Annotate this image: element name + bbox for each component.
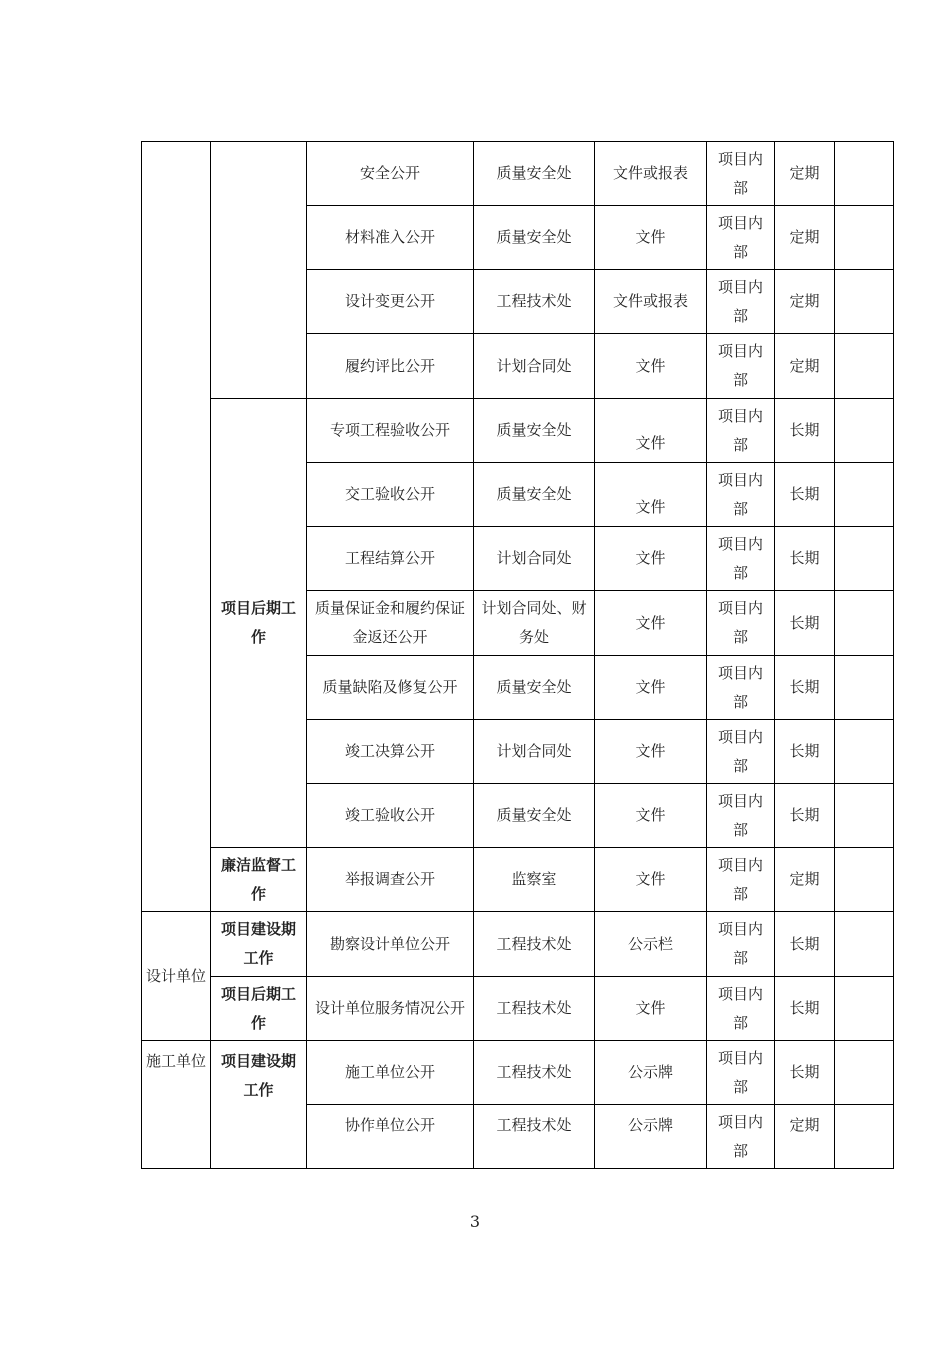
- scope-cell: 项目内部: [707, 1041, 775, 1105]
- period-cell: 长期: [775, 912, 835, 977]
- item-cell: 交工验收公开: [307, 463, 474, 527]
- table-row: [142, 848, 894, 912]
- unit-label-design: 设计单位: [142, 912, 211, 1041]
- dept-cell: 计划合同处: [474, 334, 595, 399]
- note-cell: [835, 848, 894, 912]
- group-label-construction-build: 项目建设期工作: [211, 1041, 307, 1169]
- item-cell: 材料准入公开: [307, 206, 474, 270]
- scope-cell: 项目内部: [707, 463, 775, 527]
- dept-cell: 质量安全处: [474, 463, 595, 527]
- dept-cell: 工程技术处: [474, 270, 595, 334]
- form-cell: 公示牌: [595, 1041, 707, 1105]
- dept-cell: 工程技术处: [474, 1105, 595, 1169]
- period-cell: 长期: [775, 463, 835, 527]
- form-cell: 文件: [595, 656, 707, 720]
- dept-cell: 工程技术处: [474, 977, 595, 1041]
- dept-cell: 质量安全处: [474, 399, 595, 463]
- scope-cell: 项目内部: [707, 912, 775, 977]
- period-cell: 定期: [775, 142, 835, 206]
- form-cell: 文件: [595, 784, 707, 848]
- scope-cell: 项目内部: [707, 270, 775, 334]
- group-label-design-post: 项目后期工作: [211, 977, 307, 1041]
- item-cell: 安全公开: [307, 142, 474, 206]
- note-cell: [835, 1041, 894, 1105]
- scope-cell: 项目内部: [707, 720, 775, 784]
- note-cell: [835, 206, 894, 270]
- dept-cell: 工程技术处: [474, 1041, 595, 1105]
- item-cell: 专项工程验收公开: [307, 399, 474, 463]
- note-cell: [835, 142, 894, 206]
- note-cell: [835, 720, 894, 784]
- form-cell: 文件: [595, 527, 707, 591]
- form-cell: 文件或报表: [595, 142, 707, 206]
- note-cell: [835, 334, 894, 399]
- dept-cell: 质量安全处: [474, 784, 595, 848]
- note-cell: [835, 591, 894, 656]
- scope-cell: 项目内部: [707, 1105, 775, 1169]
- unit-cell-owner: [142, 142, 211, 912]
- scope-cell: 项目内部: [707, 656, 775, 720]
- form-cell: 公示栏: [595, 912, 707, 977]
- note-cell: [835, 977, 894, 1041]
- note-cell: [835, 399, 894, 463]
- note-cell: [835, 463, 894, 527]
- item-cell: 协作单位公开: [307, 1105, 474, 1169]
- dept-cell: 质量安全处: [474, 142, 595, 206]
- group-cell-build: [211, 142, 307, 399]
- form-cell: 文件或报表: [595, 270, 707, 334]
- form-cell: 公示牌: [595, 1105, 707, 1169]
- item-cell: 质量保证金和履约保证金返还公开: [307, 591, 474, 656]
- disclosure-table: [141, 141, 894, 1169]
- period-cell: 长期: [775, 1041, 835, 1105]
- period-cell: 定期: [775, 334, 835, 399]
- scope-cell: 项目内部: [707, 206, 775, 270]
- period-cell: 长期: [775, 591, 835, 656]
- table-row: [142, 912, 894, 977]
- note-cell: [835, 1105, 894, 1169]
- period-cell: 定期: [775, 270, 835, 334]
- period-cell: 长期: [775, 656, 835, 720]
- page-number: 3: [469, 1212, 481, 1231]
- item-cell: 举报调查公开: [307, 848, 474, 912]
- dept-cell: 计划合同处、财务处: [474, 591, 595, 656]
- scope-cell: 项目内部: [707, 848, 775, 912]
- item-cell: 勘察设计单位公开: [307, 912, 474, 977]
- scope-cell: 项目内部: [707, 527, 775, 591]
- note-cell: [835, 656, 894, 720]
- period-cell: 长期: [775, 784, 835, 848]
- item-cell: 设计单位服务情况公开: [307, 977, 474, 1041]
- form-cell: 文件: [595, 206, 707, 270]
- period-cell: 长期: [775, 399, 835, 463]
- table-row: [142, 977, 894, 1041]
- group-label-integrity: 廉洁监督工作: [211, 848, 307, 912]
- form-cell: 文件: [595, 720, 707, 784]
- dept-cell: 监察室: [474, 848, 595, 912]
- table-row: [142, 1041, 894, 1105]
- scope-cell: 项目内部: [707, 142, 775, 206]
- form-cell: 文件: [595, 334, 707, 399]
- dept-cell: 计划合同处: [474, 720, 595, 784]
- item-cell: 施工单位公开: [307, 1041, 474, 1105]
- period-cell: 定期: [775, 848, 835, 912]
- scope-cell: 项目内部: [707, 977, 775, 1041]
- form-cell: 文件: [595, 463, 707, 527]
- period-cell: 长期: [775, 527, 835, 591]
- scope-cell: 项目内部: [707, 334, 775, 399]
- period-cell: 定期: [775, 1105, 835, 1169]
- period-cell: 定期: [775, 206, 835, 270]
- dept-cell: 质量安全处: [474, 656, 595, 720]
- period-cell: 长期: [775, 977, 835, 1041]
- item-cell: 竣工验收公开: [307, 784, 474, 848]
- note-cell: [835, 784, 894, 848]
- unit-label-construction: 施工单位: [142, 1041, 211, 1169]
- dept-cell: 质量安全处: [474, 206, 595, 270]
- item-cell: 设计变更公开: [307, 270, 474, 334]
- note-cell: [835, 912, 894, 977]
- period-cell: 长期: [775, 720, 835, 784]
- note-cell: [835, 527, 894, 591]
- scope-cell: 项目内部: [707, 399, 775, 463]
- group-label-design-build: 项目建设期工作: [211, 912, 307, 977]
- dept-cell: 工程技术处: [474, 912, 595, 977]
- scope-cell: 项目内部: [707, 591, 775, 656]
- group-label-post: 项目后期工作: [211, 399, 307, 848]
- item-cell: 工程结算公开: [307, 527, 474, 591]
- note-cell: [835, 270, 894, 334]
- scope-cell: 项目内部: [707, 784, 775, 848]
- item-cell: 质量缺陷及修复公开: [307, 656, 474, 720]
- item-cell: 履约评比公开: [307, 334, 474, 399]
- form-cell: 文件: [595, 591, 707, 656]
- dept-cell: 计划合同处: [474, 527, 595, 591]
- item-cell: 竣工决算公开: [307, 720, 474, 784]
- form-cell: 文件: [595, 399, 707, 463]
- table-row: [142, 399, 894, 463]
- form-cell: 文件: [595, 848, 707, 912]
- form-cell: 文件: [595, 977, 707, 1041]
- table-row: [142, 142, 894, 206]
